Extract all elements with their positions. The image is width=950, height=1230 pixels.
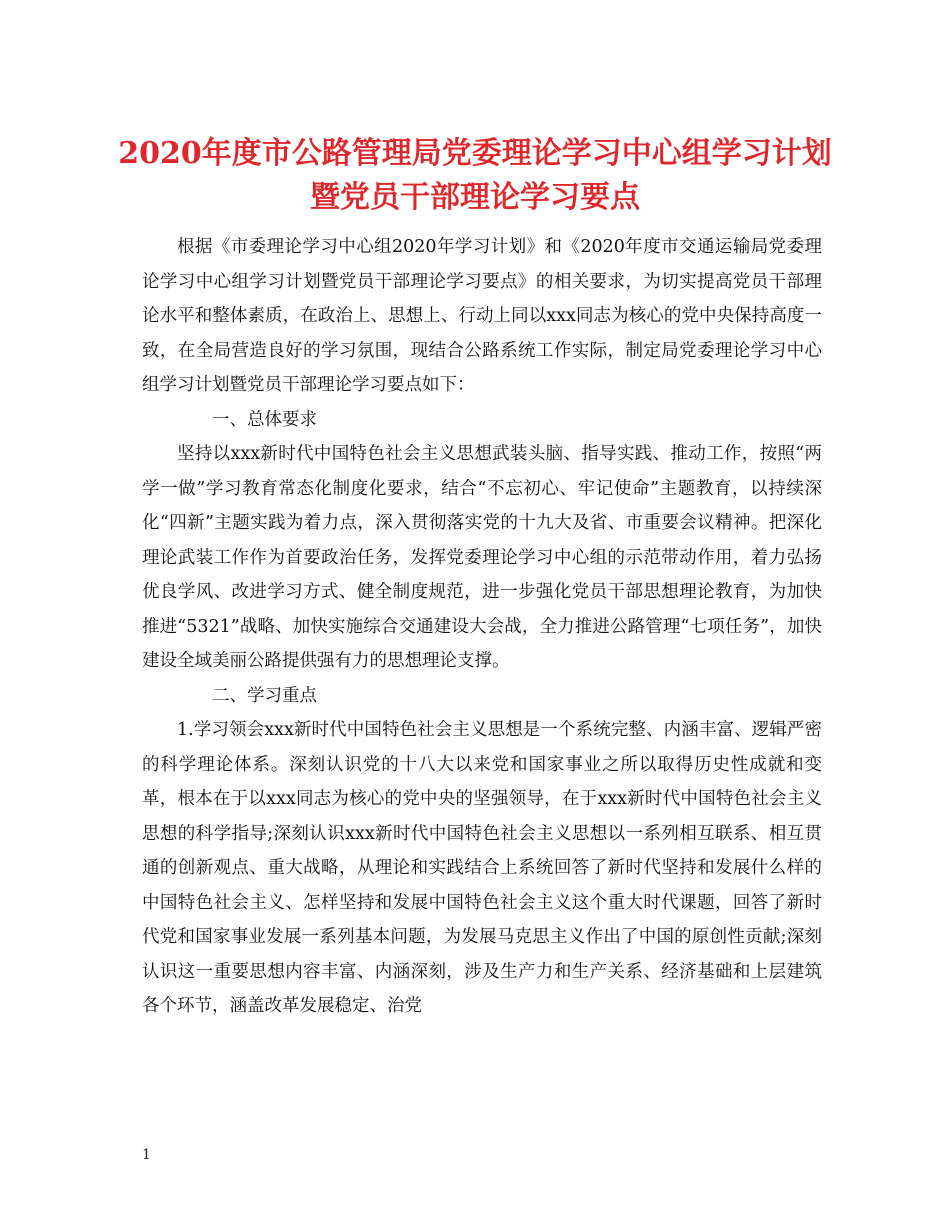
intro-paragraph: 根据《市委理论学习中心组2020年学习计划》和《2020年度市交通运输局党委理论学习中心组学习计划暨党员干部理论学习要点》的相关要求，为切实提高党员干部理论水平和整体素质，在政治上、思想上、行动上同以xxx同志为核心的党中央保持高度一致，在全局营造良好的学习氛围，现结合公路系统工作实际，制定局党委理论学习中心组学习计划暨党员干部理论学习要点如下： [142,237,822,395]
study-focus-item-1-paragraph: 1.学习领会xxx新时代中国特色社会主义思想是一个系统完整、内涵丰富、逻辑严密的科学理论体系。深刻认识党的十八大以来党和国家事业之所以取得历史性成就和变革，根本在于以xxx同志为核心的党中央的坚强领导，在于xxx新时代中国特色社会主义思想的科学指导;深刻认识xxx新时代中国特色社会主义思想以一系列相互联系、相互贯通的创新观点、重大战略，从理论和实践结合上系统回答了新时代坚持和发展什么样的中国特色社会主义、怎样坚持和发展中国特色社会主义这个重大时代课题，回答了新时代党和国家事业发展一系列基本问题，为发展马克思主义作出了中国的原创性贡献;深刻认识这一重要思想内容丰富、内涵深刻，涉及生产力和生产关系、经济基础和上层建筑各个环节，涵盖改革发展稳定、治党 [142,720,822,1016]
general-requirements-paragraph: 坚持以xxx新时代中国特色社会主义思想武装头脑、指导实践、推动工作，按照“两学一做”学习教育常态化制度化要求，结合“不忘初心、牢记使命”主题教育，以持续深化“四新”主题实践为着力点，深入贯彻落实党的十九大及省、市重要会议精神。把深化理论武装工作作为首要政治任务，发挥党委理论学习中心组的示范带动作用，着力弘扬优良学风、改进学习方式、健全制度规范，进一步强化党员干部思想理论教育，为加快推进“5321”战略、加快实施综合交通建设大会战，全力推进公路管理“七项任务”，加快建设全域美丽公路提供强有力的思想理论支撑。 [142,444,822,671]
document-title-line-2: 暨党员干部理论学习要点 [310,180,640,215]
section-heading-general-requirements: 一、总体要求 [212,409,317,430]
page-number: 1 [142,1147,151,1163]
document-title-line-1: 2020年度市公路管理局党委理论学习中心组学习计划 [118,136,832,171]
document-body [142,230,822,1024]
section-heading-study-focus: 二、学习重点 [212,685,317,706]
